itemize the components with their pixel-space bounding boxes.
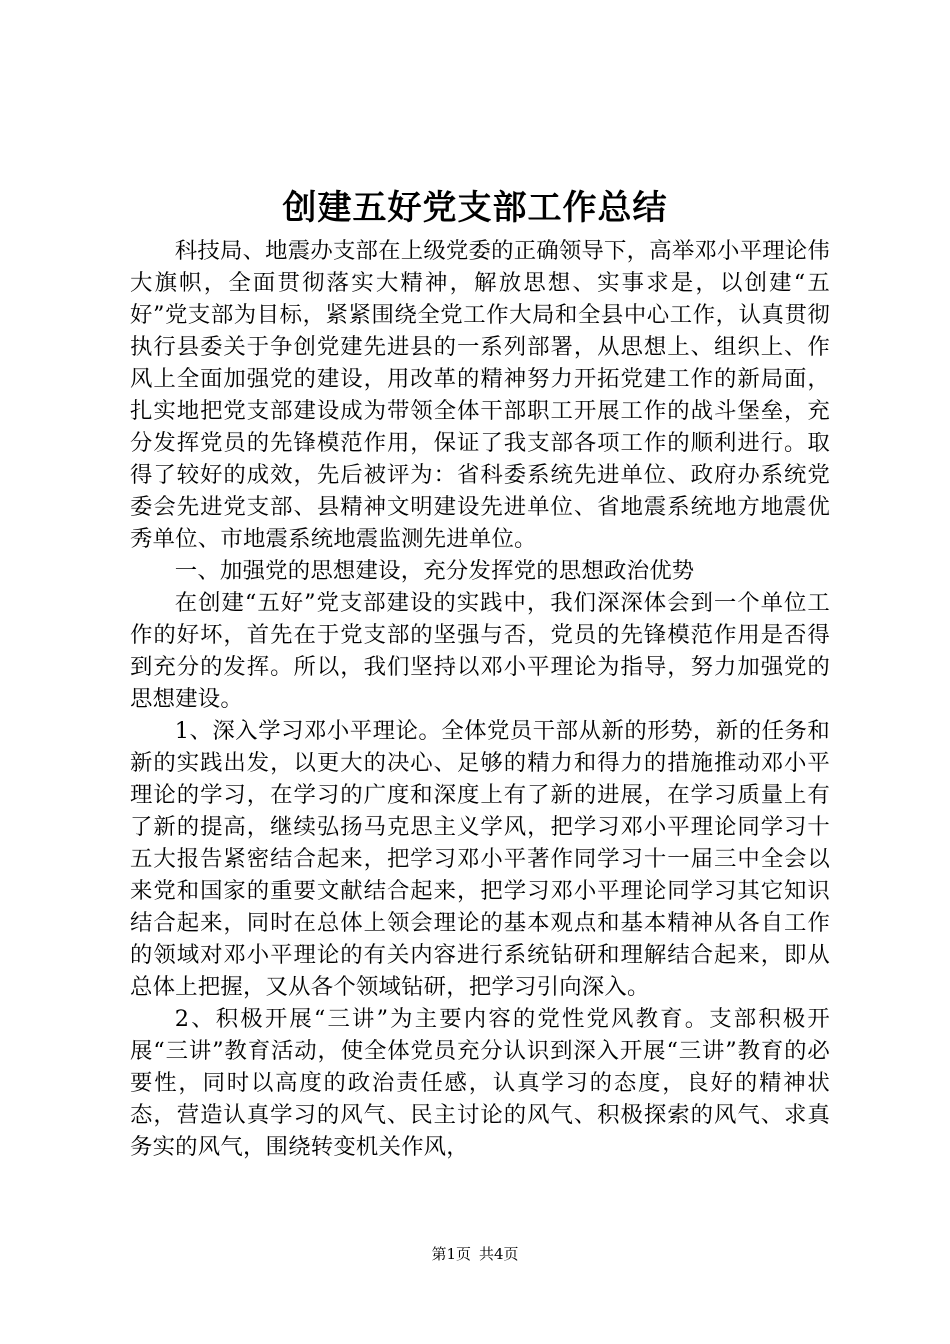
page-footer xyxy=(0,1244,950,1264)
paragraph-item-1: 1、深入学习邓小平理论。全体党员干部从新的形势，新的任务和新的实践出发，以更大的决心、足够的精力和得力的措施推动邓小平理论的学习，在学习的广度和深度上有了新的进展，在学习质量上有了新的提高，继续弘扬马克思主义学风，把学习邓小平理论同学习十五大报告紧密结合起来，把学习邓小平著作同学习十一届三中全会以来党和国家的重要文献结合起来，把学习邓小平理论同学习其它知识结合起来，同时在总体上领会理论的基本观点和基本精神从各自工作的领域对邓小平理论的有关内容进行系统钻研和理解结合起来，即从总体上把握，又从各个领域钻研，把学习引向深入。 xyxy=(130,718,830,1000)
paragraph-section-1: 在创建“五好”党支部建设的实践中，我们深深体会到一个单位工作的好坏，首先在于党支部的坚强与否，党员的先锋模范作用是否得到充分的发挥。所以，我们坚持以邓小平理论为指导，努力加强党的思想建设。 xyxy=(130,590,830,712)
paragraph-item-2: 2、积极开展“三讲”为主要内容的党性党风教育。支部积极开展“三讲”教育活动，使全体党员充分认识到深入开展“三讲”教育的必要性，同时以高度的政治责任感，认真学习的态度，良好的精神状态，营造认真学习的风气、民主讨论的风气、积极探索的风气、求真务实的风气，围绕转变机关作风， xyxy=(130,1006,830,1160)
page-total: 共4页 xyxy=(479,1245,519,1263)
document-body xyxy=(130,235,830,1163)
section-heading-1: 一、加强党的思想建设，充分发挥党的思想政治优势 xyxy=(174,558,695,584)
page-number: 第1页 xyxy=(431,1245,471,1263)
paragraph-intro: 科技局、地震办支部在上级党委的正确领导下，高举邓小平理论伟大旗帜，全面贯彻落实大精神，解放思想、实事求是，以创建“五好”党支部为目标，紧紧围绕全党工作大局和全县中心工作，认真贯彻执行县委关于争创党建先进县的一系列部署，从思想上、组织上、作风上全面加强党的建设，用改革的精神努力开拓党建工作的新局面，扎实地把党支部建设成为带领全体干部职工开展工作的战斗堡垒，充分发挥党员的先锋模范作用，保证了我支部各项工作的顺利进行。取得了较好的成效，先后被评为：省科委系统先进单位、政府办系统党委会先进党支部、县精神文明建设先进单位、省地震系统地方地震优秀单位、市地震系统地震监测先进单位。 xyxy=(130,238,830,552)
document-title: 创建五好党支部工作总结 xyxy=(282,188,668,228)
